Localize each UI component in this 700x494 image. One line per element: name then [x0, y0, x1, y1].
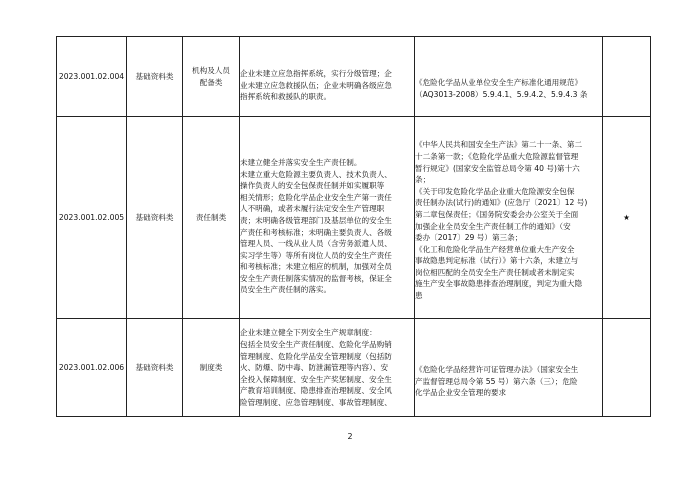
item-requirement: 企业未建立健全下列安全生产规章制度： 包括全员安全生产责任制度、危险化学品购销 管理制度、危险化学品安全管理制度（包括防 火、防爆、防中毒、防泄漏管理等内容）、安 全投入保障制度、安全生产奖惩制度、安全生 产教育培训制度、隐患排查治理制度、安全风 险管理制度、应急管理制度、事故管理制度、 [240, 319, 415, 417]
item-element: 责任制类 [183, 117, 240, 319]
item-mark [603, 37, 651, 117]
item-category: 基础资料类 [127, 117, 183, 319]
item-basis: 《危险化学品从业单位安全生产标准化通用规范》 （AQ3013-2008）5.9.4.1、5.9.4.2、5.9.4.3 条 [415, 37, 603, 117]
table-row [57, 37, 651, 117]
item-category: 基础资料类 [127, 319, 183, 417]
item-code: 2023.001.02.005 [57, 117, 127, 319]
item-mark [603, 319, 651, 417]
item-requirement: 企业未建立应急指挥系统，实行分级管理；企 业未建立应急救援队伍；企业未明确各级应急 指挥系统和救援队的职责。 [240, 37, 415, 117]
page-number: 2 [347, 432, 353, 441]
item-element: 制度类 [183, 319, 240, 417]
star-icon: ★ [603, 117, 651, 319]
item-category: 基础资料类 [127, 37, 183, 117]
item-code: 2023.001.02.006 [57, 319, 127, 417]
item-requirement: 未建立健全并落实安全生产责任制。 未建立重大危险源主要负责人、技术负责人、 操作负责人的安全包保责任制并如实履职等 相关情形；危险化学品企业安全生产第一责任 人不明确，或者未履行法定安全生产管理职 责；未明确各级管理部门及基层单位的安全生 产责任和考核标准；未明确主要负责人、各级 管理人员、一线从业人员（含劳务派遣人员、 实习学生等）等所有岗位人员的安全生产责任 和考核标准；未建立相应的机制，加强对全员 安全生产责任制落实情况的监督考核，保证全 员安全生产责任制的落实。 [240, 117, 415, 319]
item-element: 机构及人员 配备类 [183, 37, 240, 117]
checklist-table [56, 36, 651, 417]
item-basis: 《中华人民共和国安全生产法》第二十一条、第二 十二条第一款；《危险化学品重大危险源监督管理 暂行规定》(国家安全监管总局令第 40 号)第十六 条； 《关于印发危险化学品企业重大危险源安全包保 责任制办法(试行)的通知》(应急厅〔2021〕12 号) 第二章包保责任；《国务院安委会办公室关于全面 加强企业全员安全生产责任制工作的通知》（安 委办〔2017〕29 号）第三条； 《化工和危险化学品生产经营单位重大生产安全 事故隐患判定标准（试行）》第十六条，未建立与 岗位相匹配的全员安全生产责任制或者未制定实 施生产安全事故隐患排查治理制度，判定为重大隐 患 [415, 117, 603, 319]
table-row [57, 319, 651, 417]
table-row [57, 117, 651, 319]
item-code: 2023.001.02.004 [57, 37, 127, 117]
item-basis: 《危险化学品经营许可证管理办法》（国家安全生 产监督管理总局令第 55 号）第六条（三）；危险 化学品企业安全管理的要求 [415, 319, 603, 417]
